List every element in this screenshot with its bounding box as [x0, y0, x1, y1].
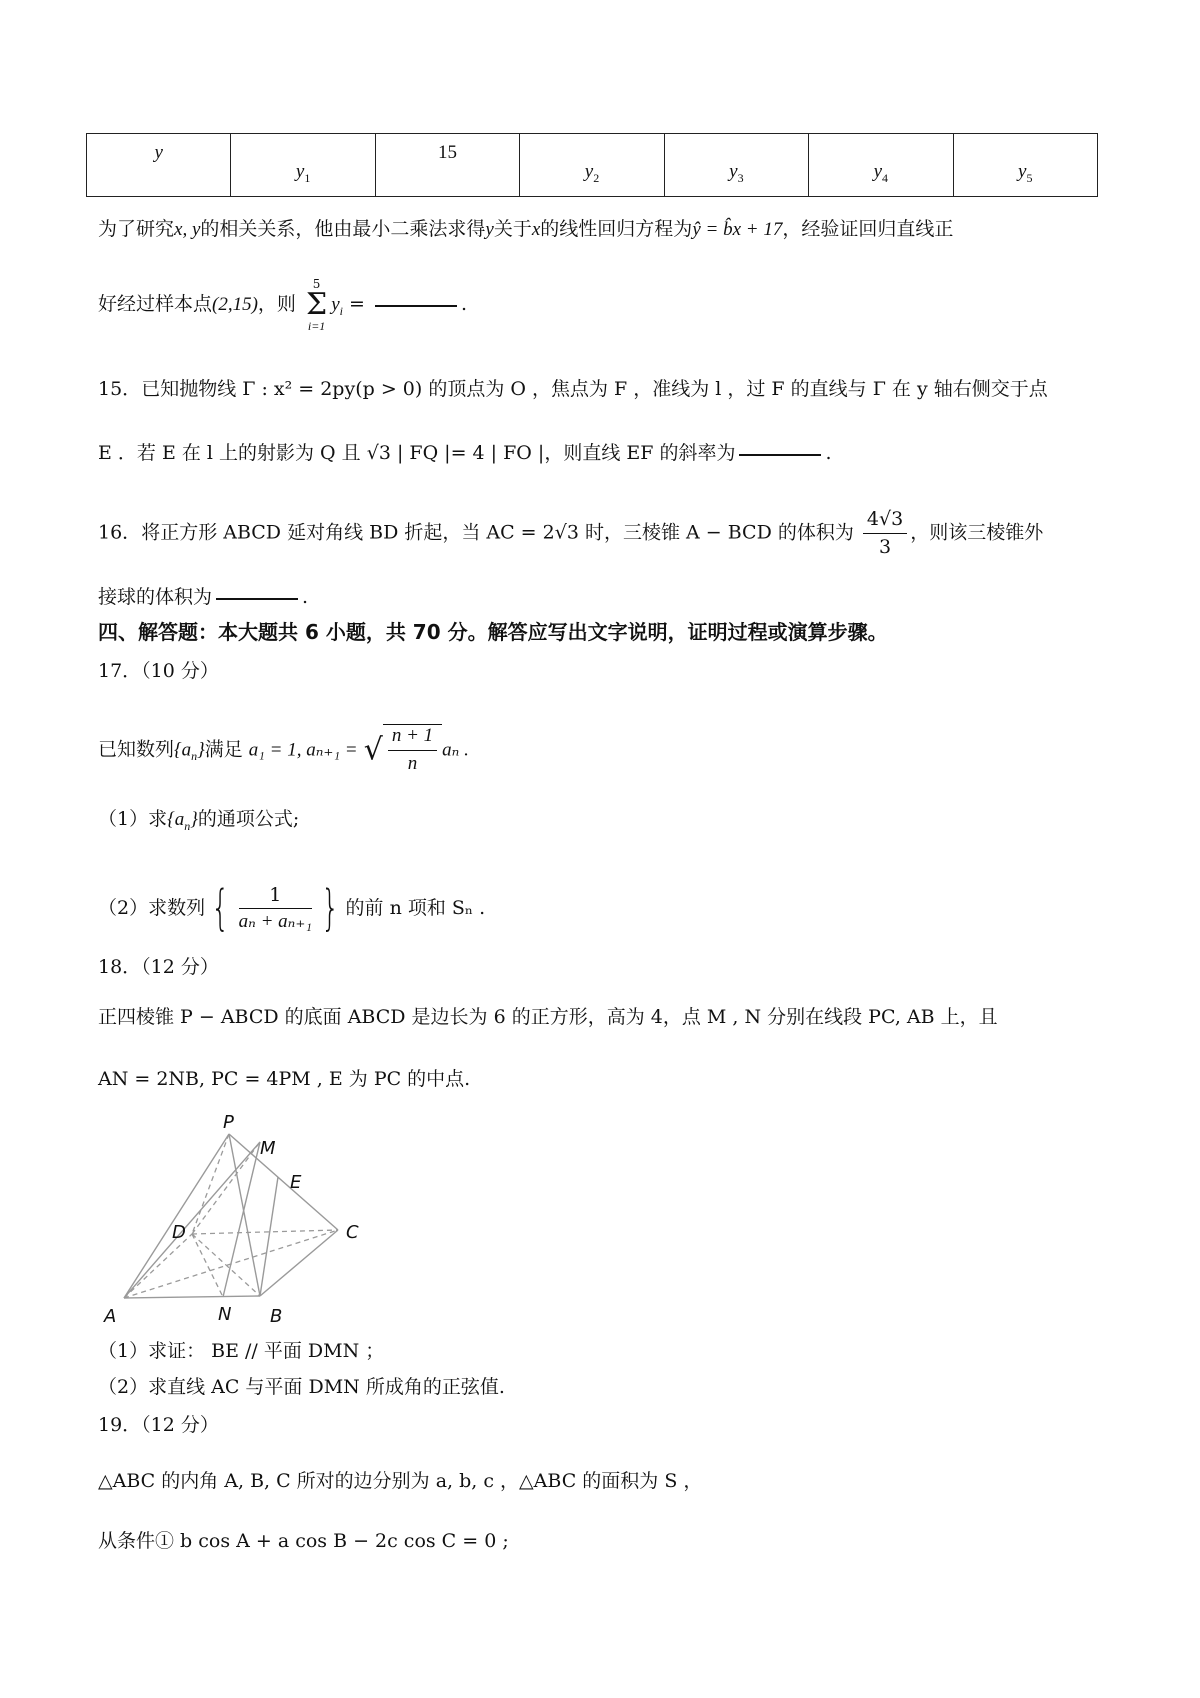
section-heading: 四、解答题：本大题共 6 小题，共 70 分。解答应写出文字说明，证明过程或演算步骤。: [98, 620, 888, 644]
sum-fraction: $\frac{1}{\text{aₙ + aₙ₊₁}}$: [238, 883, 312, 933]
q17-part2: （2）求数列 { $\frac{1}{\text{aₙ + aₙ₊₁}}$ } 的前 n 项和 Sₙ .: [98, 880, 486, 936]
answer-blank-q15: [739, 453, 821, 456]
label-B: B: [270, 1306, 283, 1327]
table-cell-15: 15: [375, 134, 519, 197]
q15-line1: 15．已知抛物线 Γ : x² = 2py(p > 0) 的顶点为 O ，焦点为 F ，准线为 l ，过 F 的直线与 Γ 在 y 轴右侧交于点: [98, 378, 1048, 400]
q14-line2: 好经过样本点(2,15)，则 5 Σ $i=1y_i$ = .: [98, 277, 468, 333]
q16-line2: 接球的体积为 .: [98, 586, 309, 608]
table-header-cell: y: [87, 134, 231, 197]
table-cell-y2: $y_2$: [520, 134, 664, 197]
q18-line1: 正四棱锥 P − ABCD 的底面 ABCD 是边长为 6 的正方形，高为 4，点 M , N 分别在线段 PC, AB 上，且: [98, 1006, 998, 1028]
q18-header: 18．（12 分）: [98, 956, 219, 978]
q18-line2: AN = 2NB, PC = 4PM , E 为 PC 的中点.: [98, 1068, 471, 1090]
data-table: [86, 133, 1098, 197]
q17-part1: （1）求$\{a_n\}$的通项公式;: [98, 808, 300, 833]
label-C: C: [346, 1222, 359, 1243]
table-cell-y4: $y_4$: [809, 134, 953, 197]
q17-statement: 已知数列$\{a_n\}$满足 a₁ = 1, aₙ₊₁ = √ $\frac{n + 1}{n}$ aₙ .: [98, 725, 469, 774]
label-E: E: [290, 1172, 302, 1193]
label-A: A: [104, 1306, 117, 1327]
summation: 5 Σ i=1: [305, 277, 328, 333]
q18-part1: （1）求证： BE // 平面 DMN ；: [98, 1340, 385, 1362]
q15-line2: E ．若 E 在 l 上的射影为 Q 且 √3 | FQ |= 4 | FO |，则直线 EF 的斜率为 .: [98, 442, 832, 464]
q19-header: 19．（12 分）: [98, 1414, 219, 1436]
q18-part2: （2）求直线 AC 与平面 DMN 所成角的正弦值.: [98, 1376, 505, 1398]
label-M: M: [260, 1138, 276, 1159]
q19-line1: △ABC 的内角 A, B, C 所对的边分别为 a, b, c ，△ABC 的面积为 S ，: [98, 1470, 703, 1492]
q17-header: 17．（10 分）: [98, 660, 219, 682]
q19-line2: 从条件① b cos A + a cos B − 2c cos C = 0 ;: [98, 1530, 509, 1552]
answer-blank-q14: [375, 304, 457, 307]
table-cell-y3: $y_3$: [664, 134, 808, 197]
label-D: D: [172, 1222, 186, 1243]
volume-fraction: $\frac{4√3}{3}$: [863, 508, 907, 559]
answer-blank-q16: [216, 597, 298, 600]
q14-line1: 为了研究x, y的相关关系，他由最小二乘法求得y关于x的线性回归方程为ŷ = b̂x + 17，经验证回归直线正: [98, 218, 954, 240]
label-N: N: [218, 1304, 232, 1325]
table-cell-y1: $y_1$: [231, 134, 375, 197]
label-P: P: [223, 1112, 234, 1133]
pyramid-figure: [100, 1112, 390, 1332]
table-cell-y5: $y_5$: [953, 134, 1097, 197]
radical-fraction: $\frac{n + 1}{n}$: [388, 725, 437, 776]
q16-line1: 16．将正方形 ABCD 延对角线 BD 折起，当 AC = 2√3 时，三棱锥 A − BCD 的体积为 $\frac{4√3}{3}$ ，则该三棱锥外: [98, 508, 1044, 558]
